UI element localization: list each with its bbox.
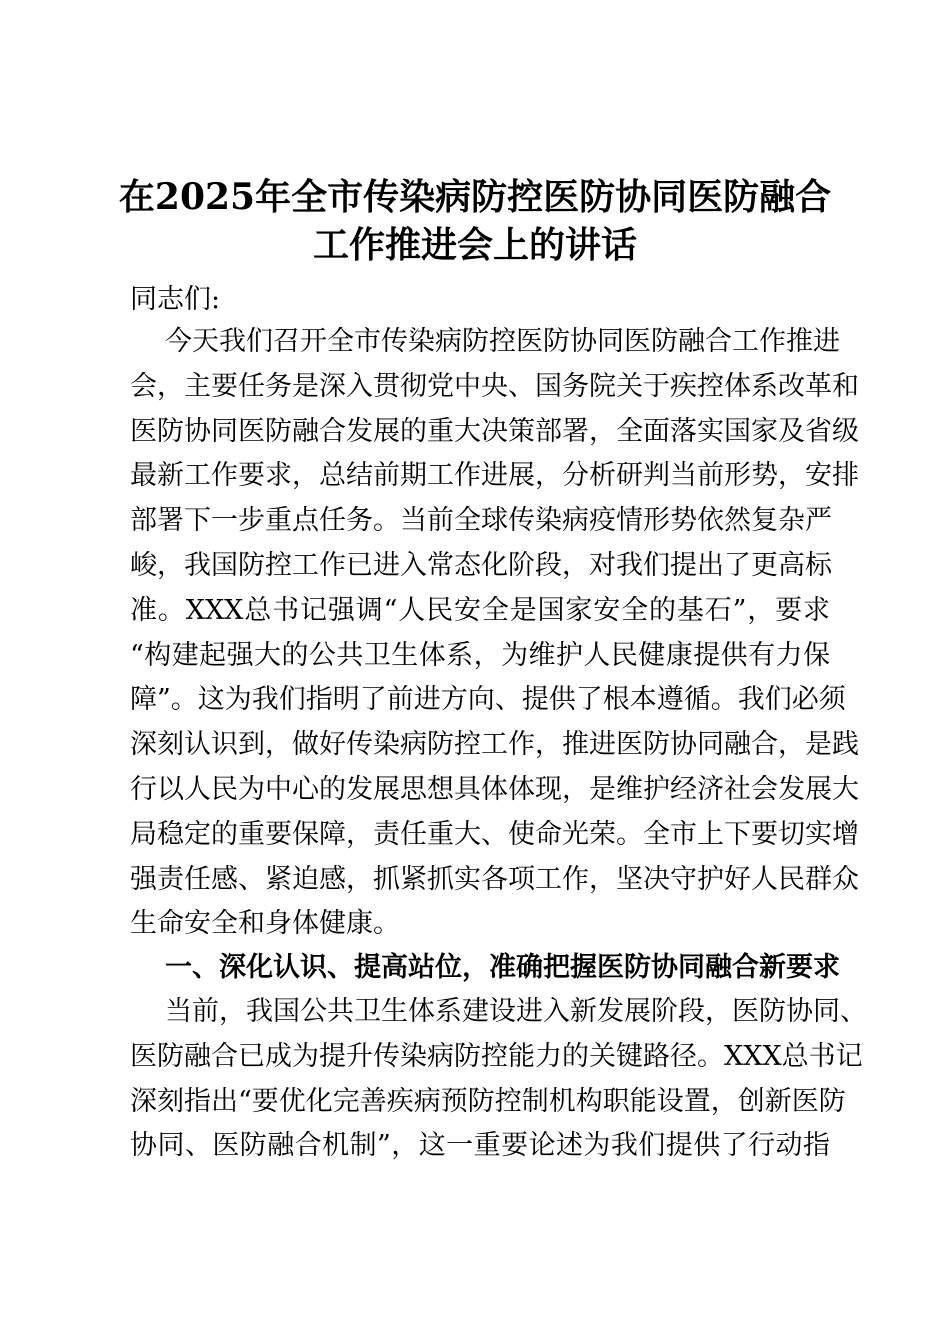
section-heading-1: 一、深化认识、提高站位，准确把握医防协同融合新要求: [165, 952, 840, 983]
paragraph-line: 当前，我国公共卫生体系建设进入新发展阶段，医防协同、: [165, 996, 867, 1027]
paragraph-line: 深刻指出“要优化完善疾病预防控制机构职能设置，创新医防: [130, 1085, 846, 1117]
paragraph-line: 医防协同医防融合发展的重大决策部署，全面落实国家及省级: [130, 415, 859, 447]
paragraph-line: 障”。这为我们指明了前进方向、提供了根本遵循。我们必须: [130, 684, 846, 716]
paragraph-line: 强责任感、紧迫感，抓紧抓实各项工作，坚决守护好人民群众: [130, 863, 859, 895]
paragraph-line: “构建起强大的公共卫生体系，为维护人民健康提供有力保: [130, 639, 830, 671]
paragraph-line: 协同、医防融合机制”，这一重要论述为我们提供了行动指: [130, 1130, 830, 1162]
paragraph-line: 局稳定的重要保障，责任重大、使命光荣。全市上下要切实增: [130, 818, 859, 850]
paragraph-line: 会，主要任务是深入贯彻党中央、国务院关于疾控体系改革和: [130, 370, 859, 402]
paragraph-line: 准。XXX总书记强调“人民安全是国家安全的基石”，要求: [130, 594, 830, 626]
paragraph-line: 行以人民为中心的发展思想具体体现，是维护经济社会发展大: [130, 774, 859, 805]
paragraph-line: 今天我们召开全市传染病防控医防协同医防融合工作推进: [165, 326, 840, 357]
document-title-line-2: 工作推进会上的讲话: [312, 224, 637, 266]
document-title-line-1: 在2025年全市传染病防控医防协同医防融合: [118, 176, 832, 218]
paragraph-line: 最新工作要求，总结前期工作进展，分析研判当前形势，安排: [130, 460, 859, 492]
salutation: 同志们:: [130, 284, 221, 315]
paragraph-line: 峻，我国防控工作已进入常态化阶段，对我们提出了更高标: [130, 550, 832, 581]
paragraph-line: 部署下一步重点任务。当前全球传染病疫情形势依然复杂严: [130, 505, 832, 537]
paragraph-line: 深刻认识到，做好传染病防控工作，推进医防协同融合，是践: [130, 729, 859, 761]
paragraph-line: 医防融合已成为提升传染病防控能力的关键路径。XXX总书记: [130, 1040, 863, 1072]
paragraph-line: 生命安全和身体健康。: [130, 908, 400, 940]
